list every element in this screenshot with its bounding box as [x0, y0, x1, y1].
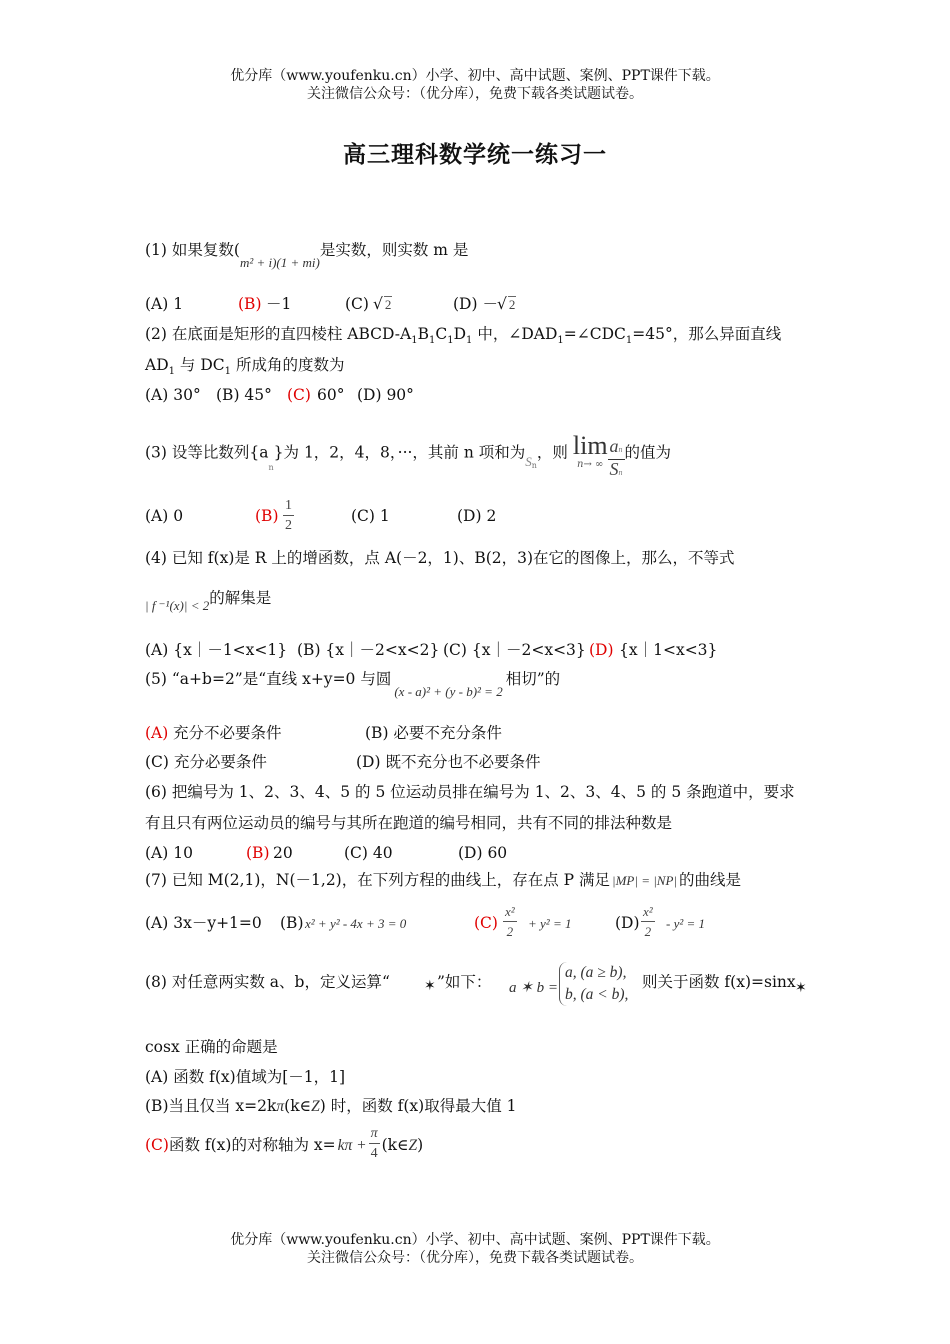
q2-option-b: (B) 45° [216, 386, 272, 404]
q1-option-d: (D) － [453, 295, 498, 313]
q2-option-c: 60° [317, 386, 345, 404]
q6-option-d: (D) 60 [458, 844, 508, 862]
q5-options-row-1 [145, 723, 645, 745]
q6-option-b: 20 [273, 844, 293, 862]
q7-option-d-fraction: $\frac{\text{x²}}{2}$ [643, 904, 653, 939]
q3-options [145, 496, 645, 540]
q5-option-b: (B) 必要不充分条件 [365, 724, 502, 742]
page-title: 高三理科数学统一练习一 [343, 141, 607, 168]
q4-option-b: (B) {x｜－2<x<2} [297, 641, 440, 659]
q8-definition-lhs: a ✶ b = [509, 980, 558, 996]
question-5: (5) “a+b=2”是“直线 x+y=0 与圆$_{(x - a)^2 + (y - b)^2 = 2}$相切”的 [145, 670, 561, 699]
q1-option-a: (A) 1 [145, 295, 184, 313]
sqrt-icon: √ [373, 295, 383, 313]
q8-option-a: (A) 函数 f(x)值域为[－1，1] [145, 1068, 346, 1086]
q1-formula: m² + i)(1 + mi) [239, 255, 320, 270]
question-6-line-2: 有且只有两位运动员的编号与其所在跑道的编号相同，共有不同的排法种数是 [145, 814, 673, 832]
q7-options [145, 900, 805, 948]
q7-option-c-fraction: $\frac{\text{x²}}{2}$ [505, 904, 515, 939]
q5-option-a: 充分不必要条件 [173, 724, 282, 742]
q6-option-b-label: (B) [246, 844, 270, 862]
question-4-line-1: (4) 已知 f(x)是 R 上的增函数，点 A(－2，1)、B(2，3)在它的图像上，那么，不等式 [145, 549, 735, 567]
q4-formula: | f ⁻¹(x)| < 2 [145, 598, 210, 613]
q3-fraction: $\frac{an}{Sn}$ [609, 436, 623, 479]
q7-option-b: x² + y² - 4x + 3 = 0 [305, 916, 407, 931]
question-2-line-2: $AD_1$ 与 $DC_1$ 所成角的度数为 [145, 356, 345, 378]
q6-option-c: (C) 40 [344, 844, 393, 862]
q6-options [145, 843, 645, 865]
q4-option-d-label: (D) [589, 641, 614, 659]
limit-expression: lim n→ ∞ [572, 431, 608, 470]
q5-options-row-2 [145, 752, 645, 774]
header-line-2: 关注微信公众号：（优分库），免费下载各类试题试卷。 [307, 86, 643, 102]
star-operator-icon: ✶ [424, 978, 436, 994]
q5-option-a-label: (A) [145, 724, 169, 742]
header-line-1: 优分库（www.youfenku.cn）小学、初中、高中试题、案例、PPT课件下载。 [230, 68, 720, 84]
q8-option-c-fraction: $\frac{\pi}{4}$ [370, 1126, 378, 1161]
q3-option-b-fraction: $\frac{1}{2}$ [285, 498, 292, 533]
q3-option-a: (A) 0 [145, 507, 184, 525]
q5-option-d: (D) 既不充分也不必要条件 [356, 753, 541, 771]
q6-option-a: (A) 10 [145, 844, 193, 862]
q4-option-a: (A) {x｜－1<x<1} [145, 641, 288, 659]
question-1: (1) 如果复数($_{m^2 + i)(1 + mi)}$是实数，则实数 m 是 [145, 241, 469, 270]
q8-piecewise: a, (a ≥ b), b, (a < b), [559, 962, 628, 1006]
question-4-line-2: $_{| f ^{-1}(x)| < 2}$的解集是 [145, 589, 272, 613]
q7-option-a: (A) 3x－y+1=0 [145, 914, 262, 932]
q5-formula: (x - a)² + (y - b)² = 2 [394, 684, 503, 699]
q1-option-b: －1 [266, 295, 292, 313]
q1-options [145, 294, 845, 316]
footer-line-1: 优分库（www.youfenku.cn）小学、初中、高中试题、案例、PPT课件下载。 [230, 1232, 720, 1248]
question-8-line-2: cosx 正确的命题是 [145, 1038, 278, 1056]
q1-option-c: (C) [345, 295, 369, 313]
question-8: (8) 对任意两实数 a、b，定义运算“ ✶ ”如下： a ✶ b = a, (a ≥ b), b, (a < b), 则关于函数 f(x)=sinx ✶ [145, 962, 810, 1018]
q7-option-c-label: (C) [474, 914, 498, 932]
q7-formula: |MP| = |NP| [612, 873, 677, 888]
question-3: (3) 设等比数列$\{a_n\}$为 1，2，4，8，···，其前 n 项和为$_{Sn}$，则 lim n→ ∞ $\frac{an}{Sn}$ 的值为 [145, 431, 671, 481]
question-2-line-1: (2) 在底面是矩形的直四棱柱 ABCD-$A_1B_1C_1D_1$ 中，$\angle DAD_1=\angle CDC_1=45^\circ$，那么异面直线 [145, 325, 782, 347]
q8-option-c: (C)函数 f(x)的对称轴为 x= kπ + $\frac{\pi}{4}$ (k∈Z) [145, 1126, 424, 1161]
q7-option-c: + y² = 1 [528, 916, 572, 931]
q1-option-c-value: 2 [384, 297, 392, 312]
q3-option-b-label: (B) [255, 507, 279, 525]
star-operator-icon: ✶ [795, 980, 807, 996]
question-6-line-1: (6) 把编号为 1、2、3、4、5 的 5 位运动员排在编号为 1、2、3、4、5 的 5 条跑道中，要求 [145, 783, 795, 801]
q5-option-c: (C) 充分必要条件 [145, 753, 267, 771]
q3-option-d: (D) 2 [457, 507, 497, 525]
q1-option-b-label: (B) [238, 295, 262, 313]
question-7: (7) 已知 M(2,1)，N(－1,2)，在下列方程的曲线上，存在点 P 满足 |MP| = |NP| 的曲线是 [145, 871, 741, 889]
q2-option-a: (A) 30° [145, 386, 201, 404]
q7-option-d: - y² = 1 [666, 916, 706, 931]
q4-option-c: (C) {x｜－2<x<3} [443, 641, 586, 659]
q2-option-c-label: (C) [287, 386, 311, 404]
sqrt-icon: √ [497, 295, 507, 313]
q8-option-c-label: (C) [145, 1135, 169, 1154]
q8-option-b: (B)当且仅当 x=2kπ(k∈Z) 时，函数 f(x)取得最大值 1 [145, 1097, 517, 1115]
q3-option-c: (C) 1 [351, 507, 390, 525]
footer-line-2: 关注微信公众号：（优分库），免费下载各类试题试卷。 [307, 1250, 643, 1266]
q2-option-d: (D) 90° [357, 386, 414, 404]
q7-option-d-label: (D) [615, 914, 640, 932]
q4-option-d: {x｜1<x<3} [619, 641, 718, 659]
q2-options [145, 385, 545, 407]
q7-option-b-label: (B) [280, 914, 304, 932]
q4-options [145, 640, 805, 662]
q1-option-d-value: 2 [508, 297, 516, 312]
